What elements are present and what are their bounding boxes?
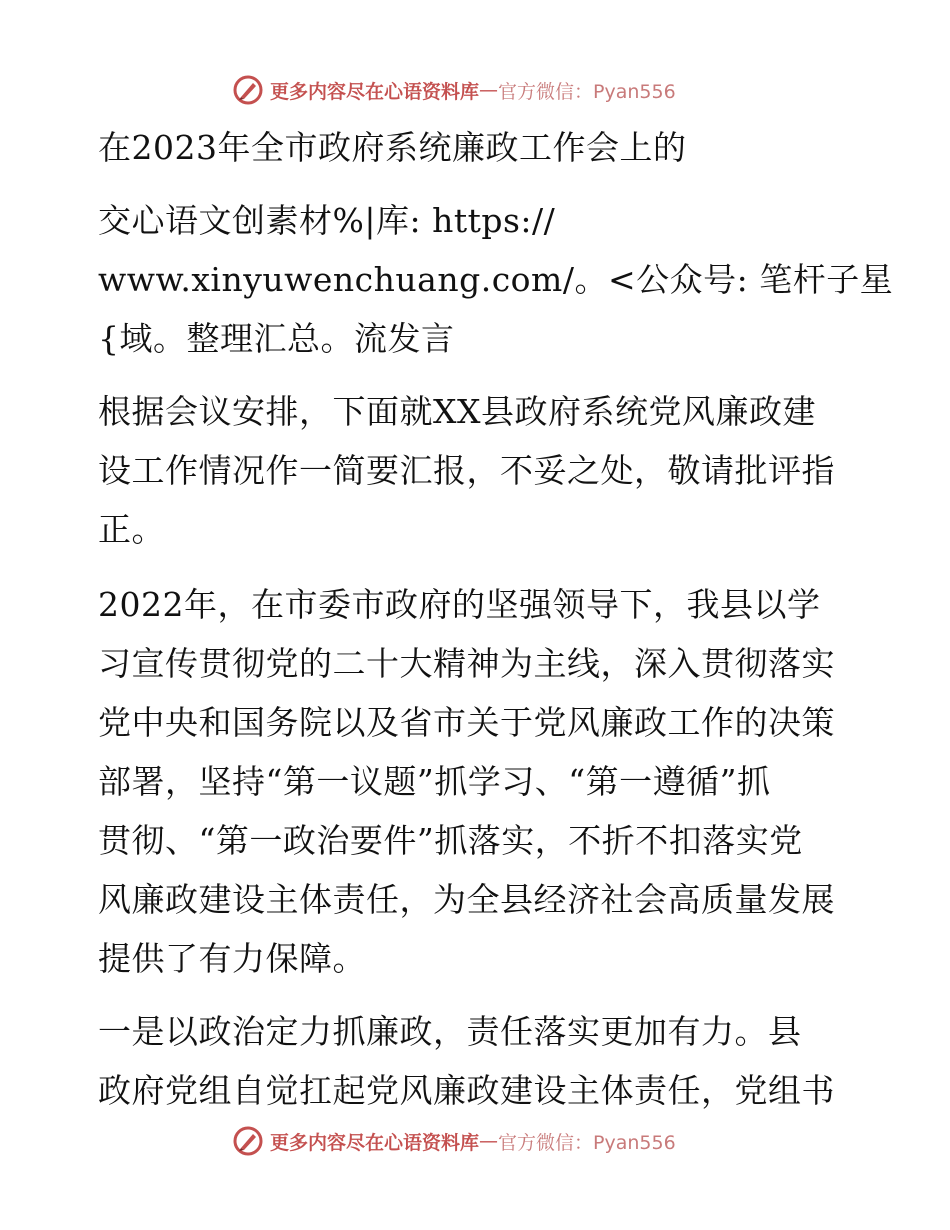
paragraph-2-line-2: 习宣传贯彻党的二十大精神为主线，深入贯彻落实 xyxy=(98,644,835,683)
title-line-3: www.xinyuwenchuang.com/。<公众号: 笔杆子星 xyxy=(98,260,894,299)
banner-wechat-text: 官方微信：Pyan556 xyxy=(498,80,676,103)
paragraph-2-line-3: 党中央和国务院以及省市关于党风廉政工作的决策 xyxy=(98,703,835,742)
title-line-1: 在2023年全市政府系统廉政工作会上的 xyxy=(98,128,687,167)
paragraph-1-line-2: 设工作情况作一简要汇报，不妥之处，敬请批评指 xyxy=(98,451,835,490)
pen-logo-icon xyxy=(232,1125,264,1157)
banner-separator: — xyxy=(479,79,499,101)
paragraph-1-line-3: 正。 xyxy=(98,510,165,549)
footer-banner xyxy=(232,1123,676,1159)
banner-wechat-text: 官方微信：Pyan556 xyxy=(498,1131,676,1154)
banner-main-text: 更多内容尽在心语资料库 xyxy=(270,80,480,103)
paragraph-2-line-7: 提供了有力保障。 xyxy=(98,939,366,978)
title-line-4: {域。整理汇总。流发言 xyxy=(98,319,455,358)
pen-logo-icon xyxy=(232,74,264,106)
paragraph-2-line-1: 2022年，在市委市政府的坚强领导下，我县以学 xyxy=(98,585,821,624)
paragraph-1-line-1: 根据会议安排，下面就XX县政府系统党风廉政建 xyxy=(98,392,816,431)
banner-separator: — xyxy=(479,1130,499,1152)
header-banner xyxy=(232,72,676,108)
paragraph-2-line-5: 贯彻、“第一政治要件”抓落实，不折不扣落实党 xyxy=(98,821,803,860)
banner-main-text: 更多内容尽在心语资料库 xyxy=(270,1131,480,1154)
title-line-2: 交心语文创素材%|库: https:// xyxy=(98,201,556,240)
paragraph-3-line-2: 政府党组自觉扛起党风廉政建设主体责任，党组书 xyxy=(98,1071,835,1110)
paragraph-3-line-1: 一是以政治定力抓廉政，责任落实更加有力。县 xyxy=(98,1012,802,1051)
paragraph-2-line-4: 部署，坚持“第一议题”抓学习、“第一遵循”抓 xyxy=(98,762,771,801)
paragraph-2-line-6: 风廉政建设主体责任，为全县经济社会高质量发展 xyxy=(98,880,835,919)
